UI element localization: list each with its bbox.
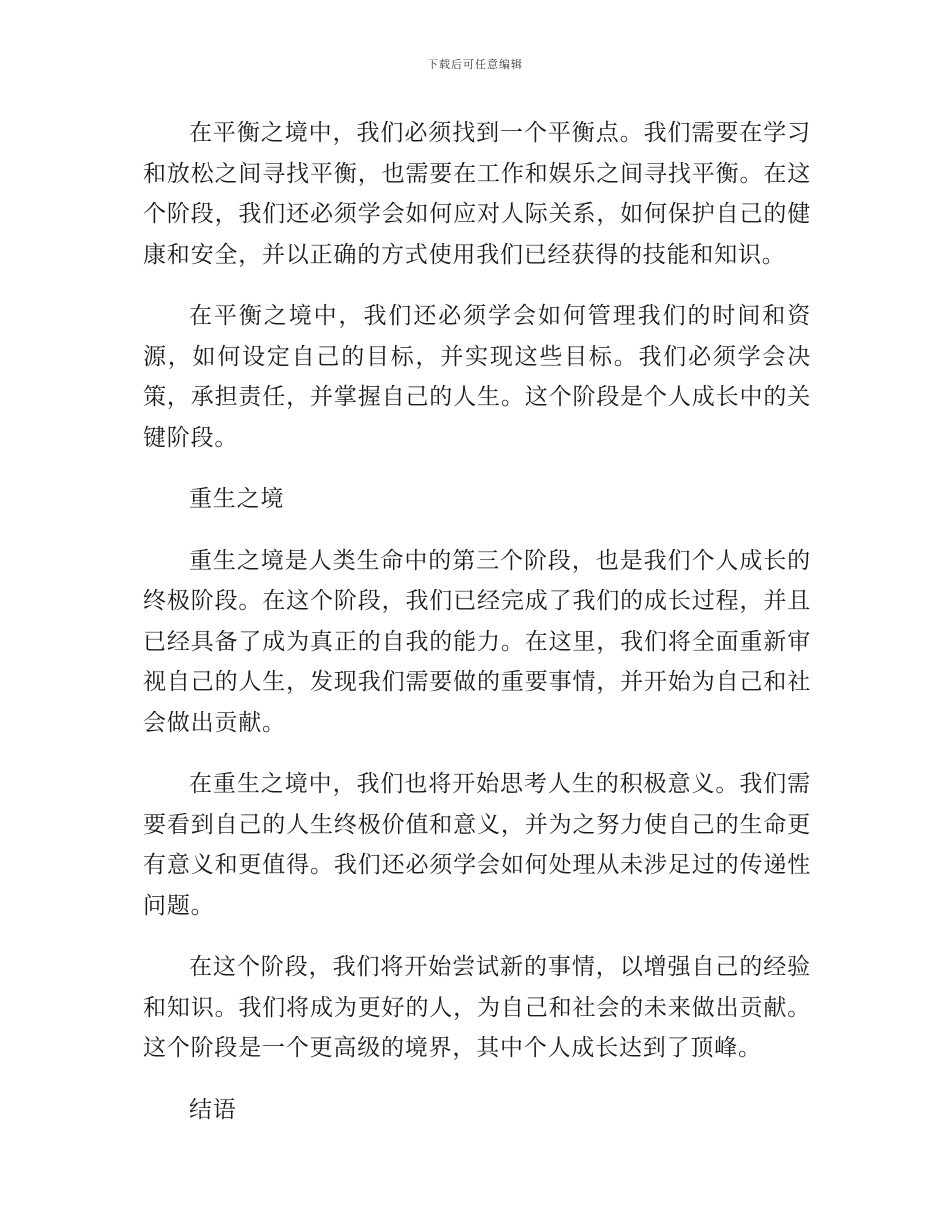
paragraph-rebirth-2: 在重生之境中，我们也将开始思考人生的积极意义。我们需要看到自己的人生终极价值和意义，并为之努力使自己的生命更有意义和更值得。我们还必须学会如何处理从未涉足过的传递性问题。	[143, 771, 811, 919]
paragraph-balance-2: 在平衡之境中，我们还必须学会如何管理我们的时间和资源，如何设定自己的目标，并实现这些目标。我们必须学会决策，承担责任，并掌握自己的人生。这个阶段是个人成长中的关键阶段。	[143, 303, 811, 451]
section-heading-rebirth: 重生之境	[189, 486, 285, 512]
paragraph-rebirth-3: 在这个阶段，我们将开始尝试新的事情，以增强自己的经验和知识。我们将成为更好的人，为自己和社会的未来做出贡献。这个阶段是一个更高级的境界，其中个人成长达到了顶峰。	[143, 954, 811, 1061]
paragraph-balance-1: 在平衡之境中，我们必须找到一个平衡点。我们需要在学习和放松之间寻找平衡，也需要在工作和娱乐之间寻找平衡。在这个阶段，我们还必须学会如何应对人际关系，如何保护自己的健康和安全，并以正确的方式使用我们已经获得的技能和知识。	[143, 120, 811, 268]
section-heading-conclusion: 结语	[189, 1096, 237, 1123]
document-body	[143, 113, 811, 1151]
page-header: 下载后可任意编辑	[427, 58, 523, 71]
paragraph-rebirth-1: 重生之境是人类生命中的第三个阶段，也是我们个人成长的终极阶段。在这个阶段，我们已经完成了我们的成长过程，并且已经具备了成为真正的自我的能力。在这里，我们将全面重新审视自己的人生，发现我们需要做的重要事情，并开始为自己和社会做出贡献。	[143, 547, 811, 736]
